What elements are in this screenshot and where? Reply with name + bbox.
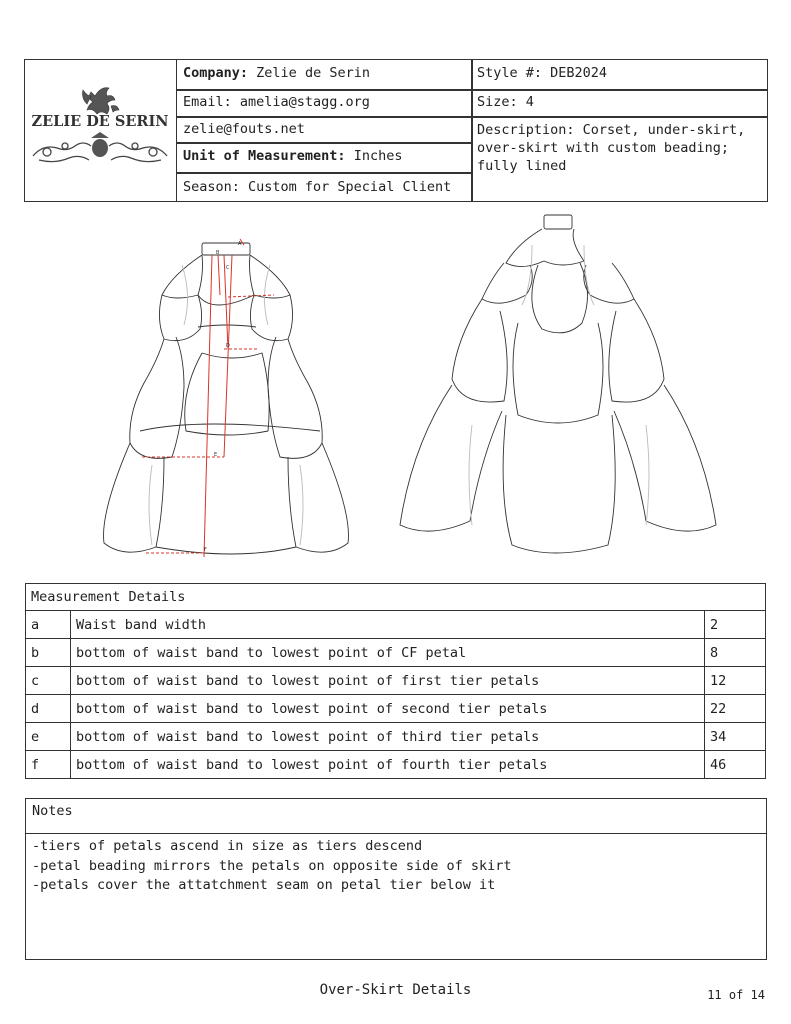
note-line: -petals cover the attatchment seam on petal tier below it [32,877,496,893]
petal [104,443,164,552]
company-value: Zelie de Serin [256,65,370,81]
page-number: 11 of 14 [707,988,765,1002]
petal [250,295,292,341]
row-value: 2 [705,611,766,639]
notes-body [32,837,512,896]
brand-logo [25,60,175,201]
technical-drawing [52,205,740,569]
petal [513,323,603,423]
skirt-sketch [52,205,740,569]
table-row [26,611,766,639]
note-line: -petal beading mirrors the petals on opposite side of skirt [32,857,512,874]
table-row [26,723,766,751]
waistband-left [202,243,250,255]
email-line2: zelie@fouts.net [183,121,305,137]
style-number: Style #: DEB2024 [477,65,608,81]
row-value: 22 [705,695,766,723]
row-value: 8 [705,639,766,667]
size-field: Size: 4 [477,94,534,110]
petal [159,295,201,341]
notes-title: Notes [26,799,766,834]
row-key: c [26,667,71,695]
uom-label: Unit of Measurement: [183,148,346,164]
description-line3: fully lined [477,158,567,174]
page-footer-title: Over-Skirt Details [319,982,472,998]
petal [503,415,615,553]
table-row [26,639,766,667]
row-desc: bottom of waist band to lowest point of third tier petals [71,723,705,751]
measurement-title: Measurement Details [26,584,766,611]
uom-value: Inches [353,148,403,164]
point-label-b: B [216,250,220,256]
uom-field [178,148,402,164]
point-label-f: F [204,547,207,553]
petal [162,255,203,298]
row-key: a [26,611,71,639]
row-desc: bottom of waist band to lowest point of CF petal [71,639,705,667]
row-value: 46 [705,751,766,779]
header-block [24,59,768,202]
measurement-table [25,583,766,779]
note-line: -tiers of petals ascend in size as tiers descend [32,838,423,854]
petal [400,385,502,531]
point-label-d: D [226,343,230,349]
petal [268,337,322,458]
petal [614,385,716,531]
row-desc: bottom of waist band to lowest point of second tier petals [71,695,705,723]
petal [130,337,184,458]
logo-wordmark: ZELIE DE SERIN [31,113,169,130]
petal [288,443,348,552]
description-field [472,121,745,175]
row-key: f [26,751,71,779]
notes-box [25,798,767,960]
petal [452,299,507,402]
row-desc: bottom of waist band to lowest point of first tier petals [71,667,705,695]
petal [506,229,584,267]
point-label-e: E [214,452,218,458]
petal [250,255,291,298]
row-key: e [26,723,71,751]
season-field: Season: Custom for Special Client [183,179,452,195]
waistband-right [544,215,572,229]
petal [584,263,634,303]
email-line1: Email: amelia@stagg.org [183,94,370,110]
table-row [26,695,766,723]
row-desc: Waist band width [71,611,705,639]
petal [482,263,532,303]
row-key: b [26,639,71,667]
row-desc: bottom of waist band to lowest point of fourth tier petals [71,751,705,779]
company-label: Company: [183,65,249,81]
logo-cell [25,60,177,201]
point-label-a: A [238,241,242,247]
petal [609,299,664,402]
row-key: d [26,695,71,723]
petal [532,263,588,333]
point-label-c: C [226,265,230,271]
row-value: 12 [705,667,766,695]
table-row [26,667,766,695]
row-value: 34 [705,723,766,751]
table-row [26,751,766,779]
description-line1: Description: Corset, under-skirt, [477,122,746,138]
description-line2: over-skirt with custom beading; [477,140,729,156]
company-field [178,65,370,81]
